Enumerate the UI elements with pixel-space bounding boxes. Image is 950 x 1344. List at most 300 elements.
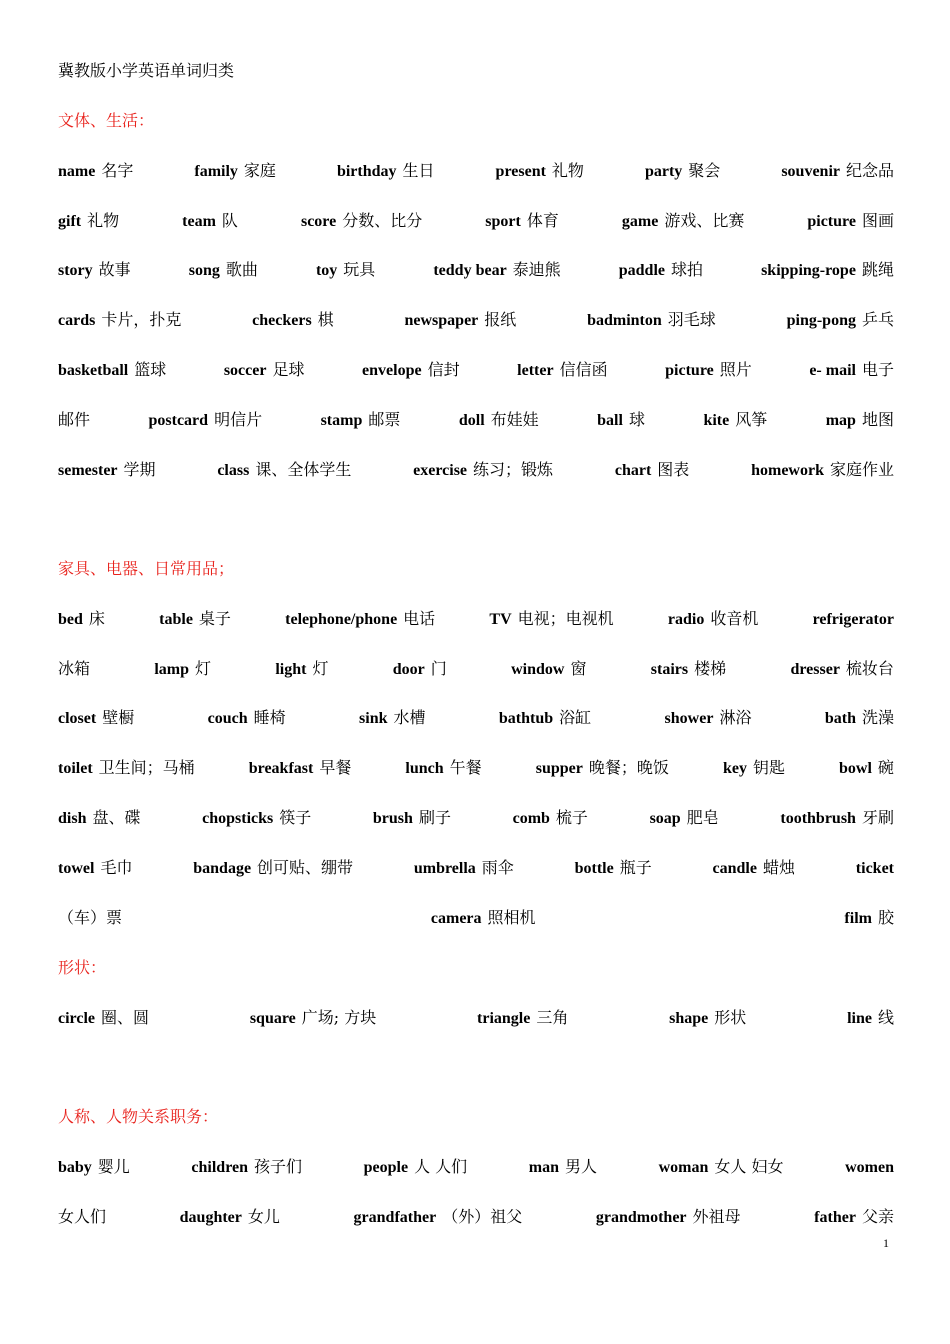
chinese-meaning: 刷子	[418, 808, 451, 827]
english-word: candle	[712, 859, 757, 877]
vocab-entry	[193, 855, 353, 878]
chinese-meaning: 明信片	[214, 409, 263, 429]
english-word: key	[722, 760, 747, 778]
vocab-entry	[285, 606, 435, 629]
vocab-entry	[485, 208, 559, 231]
vocab-entry	[58, 705, 134, 728]
chinese-meaning: 故事	[98, 260, 131, 280]
english-word: line	[847, 1009, 872, 1027]
english-word: lamp	[154, 660, 189, 678]
english-word: song	[188, 262, 220, 280]
vocab-row	[58, 1204, 894, 1228]
english-word: breakfast	[248, 760, 314, 778]
english-word: toothbrush	[780, 810, 856, 827]
vocab-entry	[619, 257, 703, 280]
chinese-meaning: 图画	[861, 210, 894, 230]
english-word: grandfather	[353, 1208, 437, 1226]
vocab-entry	[517, 357, 607, 380]
english-word: sink	[359, 710, 388, 728]
english-word: team	[182, 212, 216, 230]
english-word: woman	[658, 1158, 709, 1176]
english-word: homework	[751, 461, 824, 479]
english-word: table	[159, 610, 193, 628]
vocab-entry	[665, 705, 752, 728]
vocab-entry	[433, 257, 560, 280]
english-word: name	[58, 162, 96, 180]
chinese-meaning: 钥匙	[752, 758, 785, 778]
vocab-entry	[362, 357, 460, 380]
vocab-entry	[58, 1005, 149, 1028]
chinese-meaning: 报纸	[484, 310, 517, 330]
english-word: dresser	[790, 660, 840, 678]
english-word: women	[845, 1158, 894, 1176]
chinese-meaning: （外）祖父	[442, 1206, 523, 1226]
chinese-meaning: 婴儿	[97, 1156, 130, 1176]
vocab-entry	[58, 755, 195, 778]
vocab-entry	[393, 656, 447, 679]
vocab-entry	[813, 609, 894, 629]
chinese-meaning: 广场; 方块	[301, 1007, 377, 1027]
english-word: chart	[614, 461, 652, 479]
chinese-meaning: 雨伞	[481, 857, 514, 877]
english-word: TV	[489, 610, 512, 628]
vocab-entry	[58, 407, 90, 430]
english-word: refrigerator	[812, 610, 894, 628]
chinese-meaning: 筷子	[279, 808, 312, 827]
chinese-meaning: 楼梯	[694, 658, 727, 678]
english-word: story	[58, 262, 93, 280]
vocab-entry	[252, 307, 334, 330]
section-heading: 文体、生活：	[58, 111, 155, 130]
chinese-meaning: 照相机	[487, 907, 536, 927]
vocab-entry	[191, 1154, 302, 1177]
chinese-meaning: 床	[88, 608, 105, 628]
chinese-meaning: 礼物	[87, 210, 120, 230]
chinese-meaning: 梳子	[555, 808, 588, 827]
english-word: brush	[372, 810, 413, 827]
chinese-meaning: 信封	[427, 360, 460, 379]
vocab-entry	[650, 805, 719, 828]
chinese-meaning: 牙刷	[861, 808, 894, 827]
english-word: newspaper	[404, 312, 479, 330]
vocab-entry	[414, 855, 514, 878]
chinese-meaning: 午餐	[449, 758, 482, 778]
vocab-entry	[781, 158, 894, 181]
vocab-entry	[665, 357, 752, 380]
chinese-meaning: 创可贴、绷带	[257, 857, 354, 877]
english-word: window	[511, 660, 565, 678]
vocab-entry	[489, 606, 613, 629]
english-word: cards	[58, 312, 96, 330]
vocab-entry	[511, 656, 586, 679]
vocab-entry	[597, 407, 645, 430]
chinese-meaning: 照片	[719, 360, 752, 379]
chinese-meaning: 蜡烛	[762, 857, 795, 877]
english-word: stairs	[650, 660, 689, 678]
vocab-entry	[826, 407, 894, 430]
vocab-entry	[651, 656, 726, 679]
english-word: children	[191, 1158, 249, 1176]
section-heading: 形状：	[58, 958, 107, 977]
vocab-entry	[596, 1204, 741, 1227]
vocab-entry	[301, 208, 422, 231]
english-word: basketball	[58, 362, 129, 379]
chinese-meaning: 人 人们	[414, 1156, 468, 1176]
english-word: letter	[517, 362, 554, 379]
chinese-meaning: 女人们	[58, 1206, 107, 1226]
english-word: shape	[669, 1009, 709, 1027]
vocab-entry	[189, 257, 258, 280]
english-word: film	[844, 909, 872, 927]
chinese-meaning: 乒乓	[861, 310, 894, 330]
english-word: radio	[667, 610, 705, 628]
vocab-entry	[249, 755, 352, 778]
english-word: e- mail	[809, 362, 856, 379]
english-word: camera	[430, 909, 482, 927]
chinese-meaning: 图表	[657, 459, 690, 479]
chinese-meaning: 棋	[317, 310, 334, 330]
vocab-entry	[787, 307, 894, 330]
chinese-meaning: 女人 妇女	[714, 1156, 784, 1176]
vocab-row	[58, 855, 894, 879]
vocab-entry	[58, 307, 181, 330]
chinese-meaning: 三角	[536, 1007, 569, 1027]
chinese-meaning: 体育	[526, 210, 559, 230]
english-word: bath	[824, 710, 856, 728]
english-word: bed	[58, 610, 83, 628]
chinese-meaning: 水槽	[393, 708, 426, 728]
english-word: map	[825, 411, 856, 429]
vocab-entry	[208, 705, 286, 728]
english-word: couch	[207, 710, 248, 728]
vocab-entry	[58, 656, 90, 679]
vocab-entry	[513, 805, 588, 828]
vocab-entry	[321, 407, 401, 430]
vocab-row	[58, 606, 894, 630]
vocab-entry	[182, 208, 238, 231]
english-word: checkers	[252, 312, 312, 330]
chinese-meaning: 盘、碟	[92, 808, 141, 827]
chinese-meaning: 纪念品	[845, 160, 894, 180]
vocab-row	[58, 656, 894, 680]
english-word: skipping-rope	[761, 262, 856, 280]
chinese-meaning: 礼物	[551, 160, 584, 180]
chinese-meaning: 线	[877, 1007, 894, 1027]
english-word: postcard	[148, 411, 209, 429]
chinese-meaning: 球拍	[671, 260, 704, 280]
vocab-entry	[58, 805, 140, 828]
vocab-entry	[58, 1154, 130, 1177]
vocab-entry	[839, 755, 894, 778]
chinese-meaning: 窗	[570, 658, 587, 678]
chinese-meaning: 分数、比分	[342, 210, 423, 230]
vocab-entry	[180, 1204, 280, 1227]
english-word: baby	[58, 1158, 92, 1176]
vocab-row	[58, 755, 894, 779]
chinese-meaning: 碗	[877, 758, 894, 778]
vocab-row	[58, 307, 894, 331]
chinese-meaning: 毛巾	[100, 857, 133, 877]
vocab-entry	[668, 606, 758, 629]
english-word: soccer	[223, 362, 267, 379]
chinese-meaning: 邮件	[58, 409, 91, 429]
vocab-entry	[58, 905, 122, 928]
chinese-meaning: 信信函	[559, 360, 608, 379]
vocab-entry	[496, 158, 584, 181]
vocab-row	[58, 1154, 894, 1178]
chinese-meaning: 名字	[101, 160, 134, 180]
vocab-entry	[154, 656, 211, 679]
english-word: kite	[703, 411, 730, 429]
vocab-entry	[359, 705, 425, 728]
vocab-entry	[404, 307, 516, 330]
vocab-entry	[202, 805, 311, 828]
chinese-meaning: 父亲	[861, 1206, 894, 1226]
vocab-entry	[250, 1005, 376, 1028]
vocab-entry	[364, 1154, 468, 1177]
chinese-meaning: 足球	[272, 360, 305, 379]
vocab-entry	[58, 855, 132, 878]
vocab-entry	[751, 457, 894, 480]
vocab-row	[58, 407, 894, 431]
vocab-entry	[761, 257, 894, 280]
english-word: toilet	[58, 760, 93, 778]
section-heading: 人称、人物关系职务：	[58, 1107, 219, 1126]
vocab-entry	[622, 208, 744, 231]
vocab-entry	[405, 755, 481, 778]
chinese-meaning: 淋浴	[719, 708, 752, 728]
vocab-entry	[645, 158, 720, 181]
chinese-meaning: 电话	[403, 608, 436, 628]
vocab-row	[58, 1005, 894, 1029]
english-word: stamp	[320, 411, 363, 429]
english-word: ping-pong	[786, 312, 856, 330]
chinese-meaning: 游戏、比赛	[664, 210, 745, 230]
vocab-entry	[529, 1154, 597, 1177]
english-word: supper	[535, 760, 583, 778]
vocab-entry	[337, 158, 435, 181]
vocab-entry	[275, 656, 328, 679]
chinese-meaning: 早餐	[319, 758, 352, 778]
chinese-meaning: 外祖母	[692, 1206, 741, 1226]
english-word: sport	[485, 212, 521, 230]
english-word: umbrella	[413, 859, 476, 877]
chinese-meaning: 跳绳	[861, 260, 894, 280]
english-word: doll	[458, 411, 485, 429]
chinese-meaning: 灯	[312, 658, 329, 678]
vocab-entry	[809, 357, 894, 380]
english-word: bathtub	[498, 710, 554, 728]
vocab-entry	[316, 257, 375, 280]
vocab-row	[58, 805, 894, 829]
vocab-row	[58, 705, 894, 729]
vocab-entry	[807, 208, 894, 231]
english-word: door	[392, 660, 425, 678]
chinese-meaning: 胶	[877, 907, 894, 927]
chinese-meaning: 风筝	[735, 409, 768, 429]
chinese-meaning: 邮票	[368, 409, 401, 429]
english-word: toy	[315, 262, 338, 280]
chinese-meaning: 家庭作业	[829, 459, 894, 479]
vocab-entry	[723, 755, 785, 778]
chinese-meaning: 梳妆台	[845, 658, 894, 678]
vocab-entry	[58, 158, 133, 181]
chinese-meaning: 电视；电视机	[517, 608, 614, 628]
english-word: game	[621, 212, 659, 230]
chinese-meaning: 壁橱	[102, 708, 135, 728]
chinese-meaning: 男人	[565, 1156, 598, 1176]
vocab-entry	[499, 705, 591, 728]
english-word: closet	[58, 710, 97, 728]
english-word: soap	[649, 810, 681, 827]
vocab-entry	[847, 1005, 894, 1028]
chinese-meaning: 生日	[402, 160, 435, 180]
vocab-entry	[58, 1204, 106, 1227]
english-word: class	[217, 461, 250, 479]
english-word: bottle	[574, 859, 614, 877]
chinese-meaning: 歌曲	[225, 260, 258, 280]
english-word: triangle	[477, 1009, 531, 1027]
chinese-meaning: 孩子们	[254, 1156, 303, 1176]
english-word: people	[363, 1158, 409, 1176]
chinese-meaning: 圈、圆	[101, 1007, 150, 1027]
vocab-entry	[536, 755, 669, 778]
chinese-meaning: 玩具	[343, 260, 376, 280]
english-word: shower	[664, 710, 714, 728]
section-heading: 家具、电器、日常用品；	[58, 559, 235, 578]
chinese-meaning: 队	[221, 210, 238, 230]
vocab-entry	[159, 606, 231, 629]
vocab-entry	[477, 1005, 568, 1028]
vocab-entry	[431, 905, 536, 928]
vocab-entry	[354, 1204, 523, 1227]
vocab-entry	[58, 606, 105, 629]
english-word: badminton	[587, 312, 662, 330]
chinese-meaning: 洗澡	[861, 708, 894, 728]
chinese-meaning: 球	[628, 409, 645, 429]
english-word: souvenir	[781, 162, 840, 180]
chinese-meaning: 卡片，扑克	[101, 310, 182, 330]
vocab-row	[58, 357, 894, 381]
vocab-entry	[845, 1157, 894, 1177]
english-word: square	[249, 1009, 296, 1027]
english-word: party	[644, 162, 683, 180]
chinese-meaning: 灯	[195, 658, 212, 678]
chinese-meaning: 收音机	[710, 608, 759, 628]
vocab-entry	[844, 905, 894, 928]
english-word: semester	[58, 461, 118, 479]
vocab-row	[58, 905, 894, 929]
english-word: towel	[58, 859, 95, 877]
vocab-entry	[780, 805, 894, 828]
vocab-row	[58, 158, 894, 182]
chinese-meaning: 形状	[714, 1007, 747, 1027]
chinese-meaning: 学期	[123, 459, 156, 479]
english-word: father	[814, 1208, 856, 1226]
english-word: gift	[58, 212, 82, 230]
vocab-entry	[58, 457, 156, 480]
vocab-row	[58, 457, 894, 481]
english-word: lunch	[405, 760, 444, 778]
english-word: ball	[597, 411, 623, 429]
english-word: dish	[58, 810, 87, 827]
english-word: telephone/phone	[285, 610, 398, 628]
chinese-meaning: 家庭	[243, 160, 276, 180]
vocab-entry	[373, 805, 451, 828]
vocab-entry	[703, 407, 767, 430]
chinese-meaning: 泰迪熊	[512, 260, 561, 280]
english-word: paddle	[618, 262, 665, 280]
english-word: exercise	[413, 461, 468, 479]
chinese-meaning: （车）票	[58, 907, 123, 927]
vocab-entry	[194, 158, 276, 181]
vocab-row	[58, 208, 894, 232]
english-word: envelope	[362, 362, 422, 379]
english-word: circle	[58, 1009, 96, 1027]
vocab-entry	[856, 858, 894, 878]
english-word: picture	[665, 362, 714, 379]
vocab-entry	[413, 457, 553, 480]
english-word: family	[194, 162, 238, 180]
chinese-meaning: 聚会	[688, 160, 721, 180]
vocab-entry	[459, 407, 539, 430]
english-word: chopsticks	[202, 810, 274, 827]
document-title: 冀教版小学英语单词归类	[58, 61, 235, 80]
english-word: bandage	[193, 859, 252, 877]
english-word: teddy bear	[433, 262, 507, 280]
english-word: man	[528, 1158, 559, 1176]
vocab-entry	[575, 855, 652, 878]
english-word: comb	[512, 810, 550, 827]
chinese-meaning: 羽毛球	[667, 310, 716, 330]
english-word: daughter	[179, 1208, 242, 1226]
vocab-entry	[659, 1154, 784, 1177]
vocab-entry	[224, 357, 305, 380]
chinese-meaning: 练习；锻炼	[473, 459, 554, 479]
vocab-entry	[814, 1204, 894, 1227]
vocab-entry	[825, 705, 894, 728]
chinese-meaning: 布娃娃	[490, 409, 539, 429]
chinese-meaning: 电子	[861, 360, 894, 379]
chinese-meaning: 浴缸	[559, 708, 592, 728]
vocab-entry	[58, 257, 131, 280]
english-word: score	[300, 212, 337, 230]
vocab-entry	[58, 357, 166, 380]
english-word: birthday	[336, 162, 397, 180]
english-word: picture	[807, 212, 856, 230]
english-word: light	[275, 660, 307, 678]
chinese-meaning: 地图	[861, 409, 894, 429]
chinese-meaning: 篮球	[134, 360, 167, 379]
english-word: ticket	[855, 859, 894, 877]
vocab-entry	[58, 208, 119, 231]
chinese-meaning: 睡椅	[253, 708, 286, 728]
chinese-meaning: 课、全体学生	[255, 459, 352, 479]
vocab-entry	[587, 307, 716, 330]
vocab-entry	[615, 457, 689, 480]
chinese-meaning: 肥皂	[686, 808, 719, 827]
page-number: 1	[883, 1236, 889, 1250]
vocab-entry	[790, 656, 893, 679]
chinese-meaning: 卫生间；马桶	[98, 758, 195, 778]
english-word: bowl	[839, 760, 872, 778]
chinese-meaning: 桌子	[198, 608, 231, 628]
vocab-entry	[669, 1005, 746, 1028]
vocab-entry	[713, 855, 795, 878]
vocab-row	[58, 257, 894, 281]
english-word: present	[495, 162, 546, 180]
vocab-entry	[149, 407, 263, 430]
